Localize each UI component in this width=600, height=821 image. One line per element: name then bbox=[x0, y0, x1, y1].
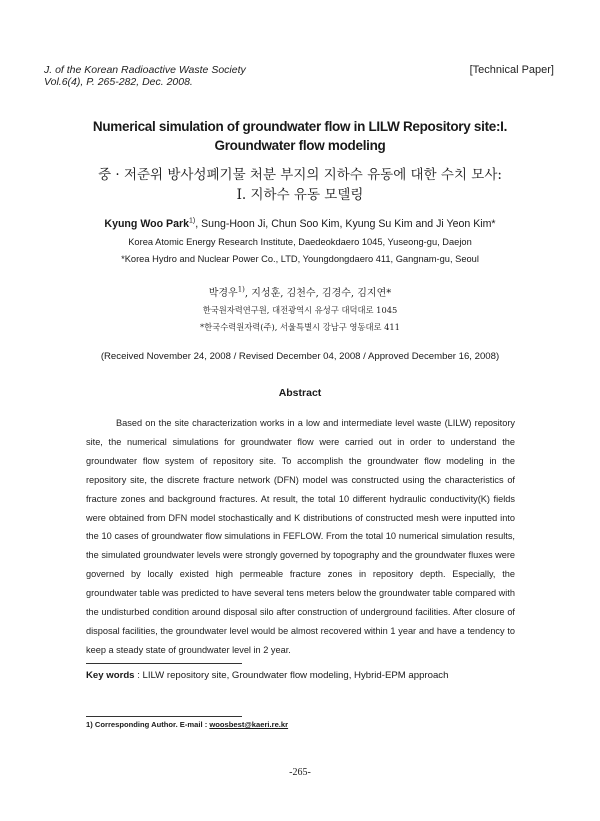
page-number: -265- bbox=[289, 767, 311, 778]
journal-name: J. of the Korean Radioactive Waste Society bbox=[44, 64, 246, 76]
english-title-line2: Groundwater flow modeling bbox=[214, 138, 386, 153]
korean-affiliation-kaeri: 한국원자력연구원, 대전광역시 유성구 대덕대로 1045 bbox=[202, 305, 398, 315]
first-author: Kyung Woo Park bbox=[104, 218, 189, 230]
affiliation-kaeri: Korea Atomic Energy Research Institute, Daedeokdaero 1045, Yuseong-gu, Daejon bbox=[128, 237, 472, 247]
journal-citation bbox=[44, 64, 246, 88]
footnote-divider bbox=[86, 716, 242, 717]
abstract-text: Based on the site characterization works in a low and intermediate level waste (LILW) repository site, the numerical simulations for groundwater flow were carried out in order to understand the groundwater flow system of repository site. To accomplish the groundwater flow modeling in the repository site, the discrete fracture network (DFN) model was constructed using the characteristics of fracture zones and background fractures. At result, the total 10 different hydraulic conductivity(K) fields were obtained from DFN model stochastically and K distributions of constructed mesh were inputted into the 10 cases of groundwater flow simulations in FEFLOW. From the total 10 numerical simulation results, the simulated groundwater levels were strongly governed by topography and the groundwater fluxes were governed by locally existed high permeable fracture zones in repository depth. Especially, the groundwater table was predicted to have several tens meters below the groundwater table compared with the undisturbed condition around disposal silo after construction of underground facilities. After closure of disposal facilities, the groundwater level would be almost recovered within 1 year and have a tendency to keep a steady state of groundwater level in 2 year. bbox=[86, 418, 515, 655]
english-title-line1: Numerical simulation of groundwater flow in LILW Repository site:I. bbox=[92, 119, 508, 134]
journal-volume: Vol.6(4), P. 265-282, Dec. 2008. bbox=[44, 76, 193, 88]
korean-title-line2: I. 지하수 유동 모델링 bbox=[236, 187, 364, 203]
keywords-label: Key words bbox=[86, 670, 135, 681]
korean-first-author-mark: 1) bbox=[237, 285, 245, 294]
korean-first-author: 박경우 bbox=[208, 288, 238, 299]
korean-co-authors: , 지성훈, 김천수, 김경수, 김지연* bbox=[244, 288, 392, 299]
keywords-divider bbox=[86, 663, 242, 664]
abstract-heading: Abstract bbox=[278, 387, 322, 399]
corresponding-author-footnote bbox=[86, 720, 288, 729]
korean-affiliation-khnp: *한국수력원자력(주), 서울특별시 강남구 영동대로 411 bbox=[200, 322, 400, 332]
korean-author-list bbox=[30, 284, 570, 299]
affiliation-khnp: *Korea Hydro and Nuclear Power Co., LTD, Youngdongdaero 411, Gangnam-gu, Seoul bbox=[121, 254, 479, 264]
korean-title-line1: 중 · 저준위 방사성폐기물 처분 부지의 지하수 유동에 대한 수치 모사: bbox=[98, 167, 502, 183]
korean-title bbox=[60, 165, 540, 205]
co-authors: , Sung-Hoon Ji, Chun Soo Kim, Kyung Su Kim and Ji Yeon Kim* bbox=[195, 218, 496, 230]
footnote-label: 1) Corresponding Author. E-mail : bbox=[86, 720, 210, 729]
received-dates: (Received November 24, 2008 / Revised December 04, 2008 / Approved December 16, 2008) bbox=[100, 351, 500, 362]
first-author-mark: 1) bbox=[189, 217, 196, 225]
keywords-line bbox=[86, 670, 526, 681]
english-title bbox=[60, 117, 540, 155]
paper-type-label: [Technical Paper] bbox=[469, 64, 554, 76]
author-email-link[interactable]: woosbest@kaeri.re.kr bbox=[209, 720, 289, 729]
keywords-list: : LILW repository site, Groundwater flow modeling, Hybrid-EPM approach bbox=[134, 670, 449, 681]
author-list bbox=[30, 217, 570, 231]
